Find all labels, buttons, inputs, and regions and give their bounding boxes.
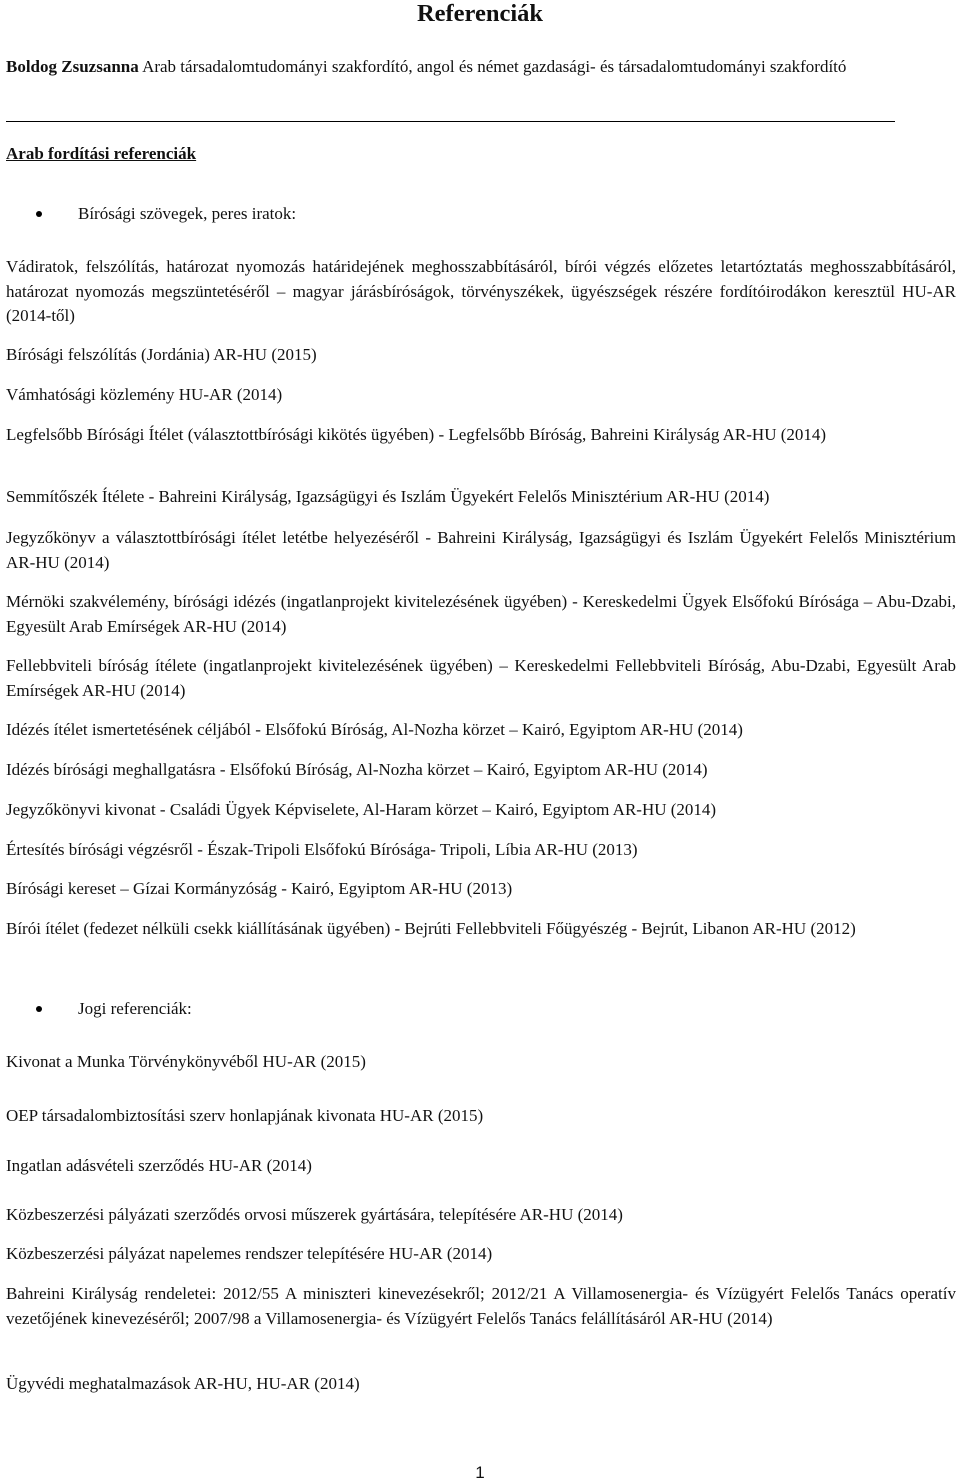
reference-entry: Jegyzőkönyvi kivonat - Családi Ügyek Képviselete, Al-Haram körzet – Kairó, Egyiptom AR-HU (2014) <box>6 800 717 819</box>
reference-entry: Értesítés bírósági végzésről - Észak-Tripoli Elsőfokú Bírósága- Tripoli, Líbia AR-HU (2013) <box>6 840 638 859</box>
bullet-icon <box>36 211 42 217</box>
reference-entry: OEP társadalombiztosítási szerv honlapjának kivonata HU-AR (2015) <box>6 1106 484 1125</box>
reference-entry: Vámhatósági közlemény HU-AR (2014) <box>6 385 283 404</box>
reference-entry: Bírói ítélet (fedezet nélküli csekk kiállításának ügyében) - Bejrúti Fellebbviteli Főügyészég - Bejrút, Libanon AR-HU (2012) <box>6 919 856 938</box>
bullet-label: Jogi referenciák: <box>78 999 192 1018</box>
reference-entry: Ingatlan adásvételi szerződés HU-AR (2014) <box>6 1156 312 1175</box>
reference-entry: Semmítőszék Ítélete - Bahreini Királyság, Igazságügyi és Iszlám Ügyekért Felelős Minisztérium AR-HU (2014) <box>6 487 770 506</box>
reference-entry: Bahreini Királyság rendeletei: 2012/55 A miniszteri kinevezésekről; 2012/21 A Villamosenergia- és Vízügyért Felelős Tanács operatív vezetőjének kinevezéséről; 2007/98 a Villamosenergia- és Vízügyért Felelős Tanács felállításáról AR-HU (2014) <box>6 1284 956 1328</box>
reference-entry: Idézés ítélet ismertetésének céljából - Elsőfokú Bíróság, Al-Nozha körzet – Kairó, Egyiptom AR-HU (2014) <box>6 720 743 739</box>
bullet-icon <box>36 1006 42 1012</box>
reference-entry: Közbeszerzési pályázat napelemes rendszer telepítésére HU-AR (2014) <box>6 1244 493 1263</box>
reference-entry: Legfelsőbb Bírósági Ítélet (választottbírósági kikötés ügyében) - Legfelsőbb Bíróság, Bahreini Királyság AR-HU (2014) <box>6 425 827 444</box>
reference-entry: Jegyzőkönyv a választottbírósági ítélet letétbe helyezéséről - Bahreini Királyság, Igazságügyi és Iszlám Ügyekért Felelős Minisztérium AR-HU (2014) <box>6 528 956 572</box>
reference-entry: Idézés bírósági meghallgatásra - Elsőfokú Bíróság, Al-Nozha körzet – Kairó, Egyiptom AR-HU (2014) <box>6 760 708 779</box>
reference-entry: Fellebbviteli bíróság ítélete (ingatlanprojekt kivitelezésének ügyében) – Kereskedelmi Fellebbviteli Bíróság, Abu-Dzabi, Egyesült Arab Emírségek AR-HU (2014) <box>6 656 956 700</box>
reference-entry: Közbeszerzési pályázati szerződés orvosi műszerek gyártására, telepítésére AR-HU (2014) <box>6 1205 623 1224</box>
reference-entry: Vádiratok, felszólítás, határozat nyomozás határidejének meghosszabbításáról, bírói végzés előzetes letartóztatás meghosszabbításáról, határozat nyomozás megszüntetéséről – magyar járásbíróságok, törvényszékek, ügyészségek részére fordítóirodákon keresztül HU-AR (2014-től) <box>6 257 956 325</box>
translator-description: Arab társadalomtudományi szakfordító, angol és német gazdasági- és társadalomtudományi szakfordító <box>142 57 847 76</box>
bullet-label: Bírósági szövegek, peres iratok: <box>78 204 297 223</box>
translator-intro <box>6 55 956 80</box>
section-heading: Arab fordítási referenciák <box>6 144 197 163</box>
translator-name: Boldog Zsuzsanna <box>6 57 139 76</box>
page-title: Referenciák <box>416 0 544 27</box>
reference-entry: Ügyvédi meghatalmazások AR-HU, HU-AR (2014) <box>6 1374 360 1393</box>
horizontal-rule <box>6 121 895 122</box>
reference-entry: Kivonat a Munka Törvénykönyvéből HU-AR (2015) <box>6 1052 366 1071</box>
reference-entry: Bírósági kereset – Gízai Kormányzóság - Kairó, Egyiptom AR-HU (2013) <box>6 879 513 898</box>
reference-entry: Bírósági felszólítás (Jordánia) AR-HU (2015) <box>6 345 317 364</box>
page-number: 1 <box>475 1463 485 1482</box>
reference-entry: Mérnöki szakvélemény, bírósági idézés (ingatlanprojekt kivitelezésének ügyében) - Kereskedelmi Ügyek Elsőfokú Bírósága – Abu-Dzabi, Egyesült Arab Emírségek AR-HU (2014) <box>6 592 956 636</box>
